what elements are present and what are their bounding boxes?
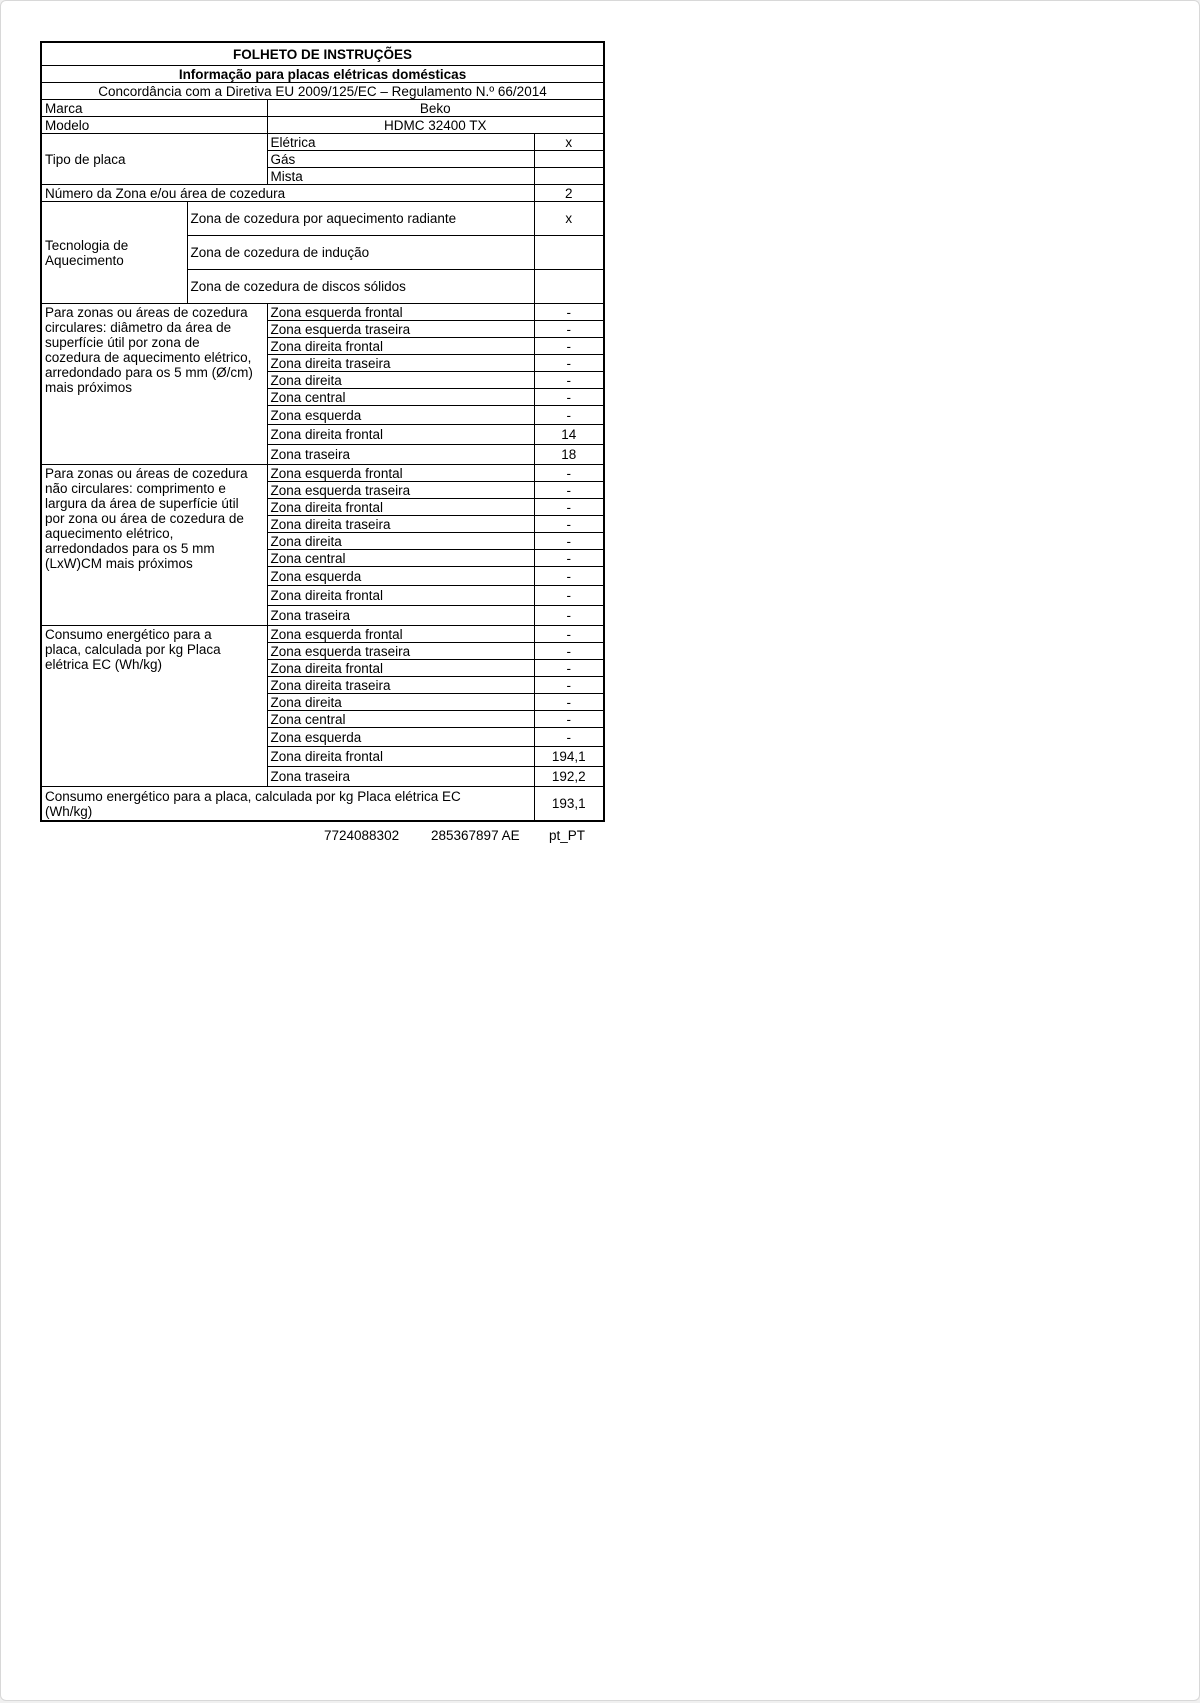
noncircular-zone-name: Zona esquerda traseira xyxy=(267,482,534,499)
circular-zone-name: Zona direita frontal xyxy=(267,338,534,355)
energy-per-zone-label: Consumo energético para a placa, calculada por kg Placa elétrica EC (Wh/kg) xyxy=(41,626,267,787)
hob-type-label-electric: Elétrica xyxy=(267,134,534,151)
energy-zone-value: - xyxy=(534,626,604,643)
energy-total-label: Consumo energético para a placa, calculada por kg Placa elétrica EC (Wh/kg) xyxy=(41,787,534,822)
noncircular-zone-name: Zona esquerda frontal xyxy=(267,465,534,482)
zone-count-label: Número da Zona e/ou área de cozedura xyxy=(41,185,534,202)
energy-zone-value: - xyxy=(534,711,604,728)
hob-type-value-mixed xyxy=(534,168,604,185)
circular-zones-label: Para zonas ou áreas de cozedura circulares: diâmetro da área de superfície útil por zona de cozedura de aquecimento elétrico, arredondado para os 5 mm (Ø/cm) mais próximos xyxy=(41,304,267,465)
hob-type-value-gas xyxy=(534,151,604,168)
noncircular-zone-value: - xyxy=(534,550,604,567)
energy-zone-name: Zona esquerda xyxy=(267,728,534,747)
circular-zone-value: - xyxy=(534,372,604,389)
compliance-text: Concordância com a Diretiva EU 2009/125/EC – Regulamento N.º 66/2014 xyxy=(41,83,604,100)
document-title: FOLHETO DE INSTRUÇÕES xyxy=(41,42,604,66)
heating-tech-induction-value xyxy=(534,236,604,270)
model-label: Modelo xyxy=(41,117,267,134)
heating-tech-label: Tecnologia de Aquecimento xyxy=(41,202,187,304)
circular-zone-value: - xyxy=(534,304,604,321)
heating-tech-radiant-value: x xyxy=(534,202,604,236)
model-value: HDMC 32400 TX xyxy=(267,117,604,134)
noncircular-zone-value: - xyxy=(534,482,604,499)
circular-zone-name: Zona direita xyxy=(267,372,534,389)
product-info-table xyxy=(40,41,605,822)
energy-zone-value: - xyxy=(534,643,604,660)
instruction-leaflet xyxy=(40,41,603,844)
noncircular-zone-name: Zona central xyxy=(267,550,534,567)
circular-zone-value: - xyxy=(534,355,604,372)
hob-type-label-gas: Gás xyxy=(267,151,534,168)
document-subtitle: Informação para placas elétricas domésticas xyxy=(41,66,604,83)
circular-zone-name: Zona esquerda frontal xyxy=(267,304,534,321)
noncircular-zone-name: Zona traseira xyxy=(267,606,534,626)
energy-zone-name: Zona esquerda frontal xyxy=(267,626,534,643)
energy-zone-value: - xyxy=(534,660,604,677)
noncircular-zone-name: Zona direita frontal xyxy=(267,586,534,606)
circular-zone-value: 18 xyxy=(534,445,604,465)
heating-tech-solid-plate-value xyxy=(534,270,604,304)
energy-zone-name: Zona direita xyxy=(267,694,534,711)
noncircular-zone-value: - xyxy=(534,516,604,533)
energy-total-value: 193,1 xyxy=(534,787,604,822)
heating-tech-induction: Zona de cozedura de indução xyxy=(187,236,534,270)
noncircular-zone-value: - xyxy=(534,586,604,606)
noncircular-zone-value: - xyxy=(534,567,604,586)
hob-type-label-mixed: Mista xyxy=(267,168,534,185)
circular-zone-name: Zona traseira xyxy=(267,445,534,465)
zone-count-value: 2 xyxy=(534,185,604,202)
noncircular-zone-name: Zona direita frontal xyxy=(267,499,534,516)
footer-locale: pt_PT xyxy=(549,828,586,843)
noncircular-zone-value: - xyxy=(534,606,604,626)
noncircular-zone-value: - xyxy=(534,533,604,550)
energy-zone-name: Zona direita frontal xyxy=(267,747,534,767)
circular-zone-name: Zona esquerda traseira xyxy=(267,321,534,338)
document-footer xyxy=(40,822,603,844)
energy-zone-name: Zona esquerda traseira xyxy=(267,643,534,660)
circular-zone-value: - xyxy=(534,321,604,338)
footer-code-1: 7724088302 xyxy=(324,828,400,843)
noncircular-zones-label: Para zonas ou áreas de cozedura não circulares: comprimento e largura da área de superfície útil por zona ou área de cozedura de aquecimento elétrico, arredondados para os 5 mm (LxW)CM mais próximos xyxy=(41,465,267,626)
footer-code-2: 285367897 AE xyxy=(431,828,520,843)
hob-type-value-electric: x xyxy=(534,134,604,151)
heating-tech-solid-plate: Zona de cozedura de discos sólidos xyxy=(187,270,534,304)
energy-zone-value: - xyxy=(534,694,604,711)
hob-type-label: Tipo de placa xyxy=(41,134,267,185)
heating-tech-radiant: Zona de cozedura por aquecimento radiante xyxy=(187,202,534,236)
circular-zone-value: - xyxy=(534,406,604,425)
circular-zone-name: Zona direita traseira xyxy=(267,355,534,372)
noncircular-zone-name: Zona esquerda xyxy=(267,567,534,586)
circular-zone-value: - xyxy=(534,389,604,406)
energy-zone-value: - xyxy=(534,677,604,694)
brand-value: Beko xyxy=(267,100,604,117)
energy-zone-name: Zona direita frontal xyxy=(267,660,534,677)
energy-zone-name: Zona central xyxy=(267,711,534,728)
energy-zone-value: - xyxy=(534,728,604,747)
circular-zone-value: 14 xyxy=(534,425,604,445)
noncircular-zone-name: Zona direita traseira xyxy=(267,516,534,533)
brand-label: Marca xyxy=(41,100,267,117)
circular-zone-name: Zona esquerda xyxy=(267,406,534,425)
energy-zone-name: Zona traseira xyxy=(267,767,534,787)
noncircular-zone-value: - xyxy=(534,499,604,516)
energy-zone-name: Zona direita traseira xyxy=(267,677,534,694)
circular-zone-name: Zona central xyxy=(267,389,534,406)
noncircular-zone-name: Zona direita xyxy=(267,533,534,550)
circular-zone-value: - xyxy=(534,338,604,355)
noncircular-zone-value: - xyxy=(534,465,604,482)
circular-zone-name: Zona direita frontal xyxy=(267,425,534,445)
energy-zone-value: 194,1 xyxy=(534,747,604,767)
energy-zone-value: 192,2 xyxy=(534,767,604,787)
